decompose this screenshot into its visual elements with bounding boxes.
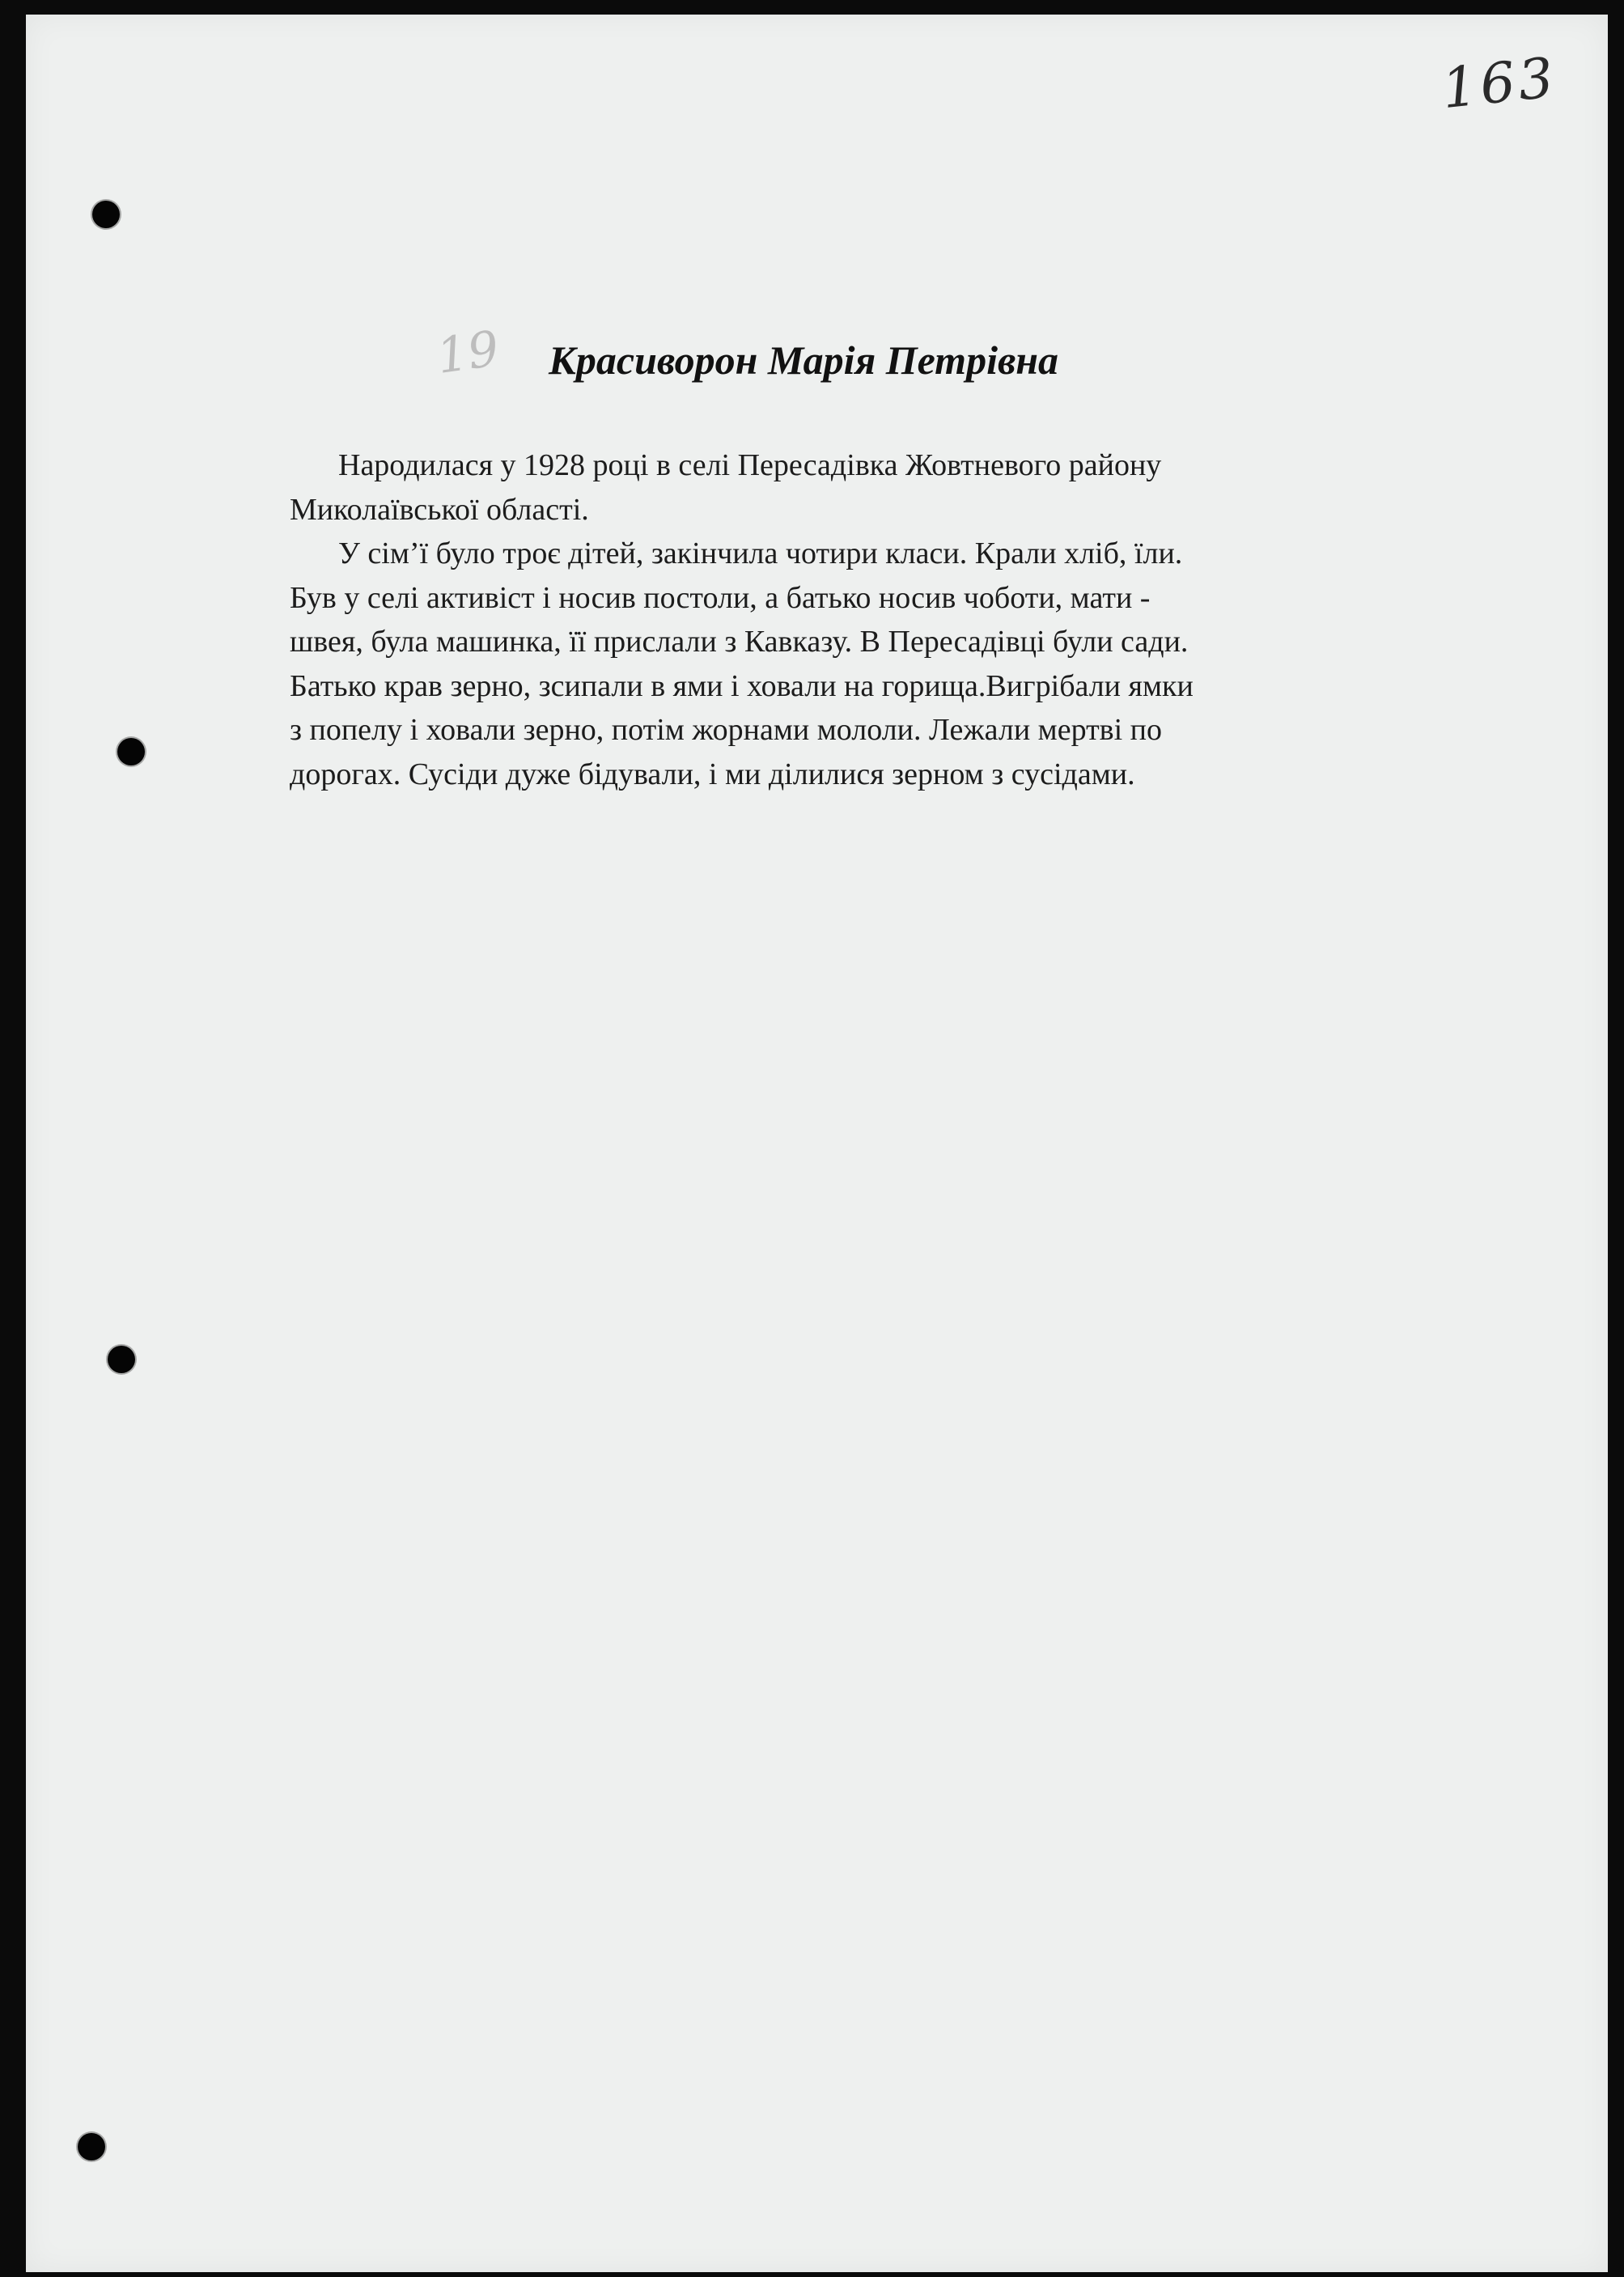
pencil-record-number: 19 [433,320,502,385]
paragraph-family [290,532,1423,796]
text-line: Був у селі активіст і носив постоли, а батько носив чоботи, мати - [290,580,1151,615]
punch-hole [92,201,120,228]
punch-hole [117,738,145,765]
paragraph-birth [290,443,1423,532]
punch-hole [108,1346,135,1373]
text-line: швея, була машинка, її прислали з Кавказу. В Пересадівці були сади. [290,625,1189,659]
text-line: дорогах. Сусіди дуже бідували, і ми ділилися зерном з сусідами. [290,757,1135,791]
handwritten-page-number: 163 [1439,45,1560,122]
text-line: з попелу і ховали зерно, потім жорнами мололи. Лежали мертві по [290,713,1163,747]
punch-hole [78,2133,105,2160]
document-body [290,443,1423,796]
text-line: Народилася у 1928 році в селі Пересадівка Жовтневого району [338,448,1162,482]
paper-sheet [26,15,1608,2272]
text-line: У сім’ї було троє дітей, закінчила чотири класи. Крали хліб, їли. [338,536,1183,570]
text-line: Батько крав зерно, зсипали в ями і ховали на горища.Вигрібали ямки [290,668,1194,703]
text-line: Миколаївської області. [290,492,589,527]
document-title: Красиворон Марія Петрівна [549,337,1059,383]
